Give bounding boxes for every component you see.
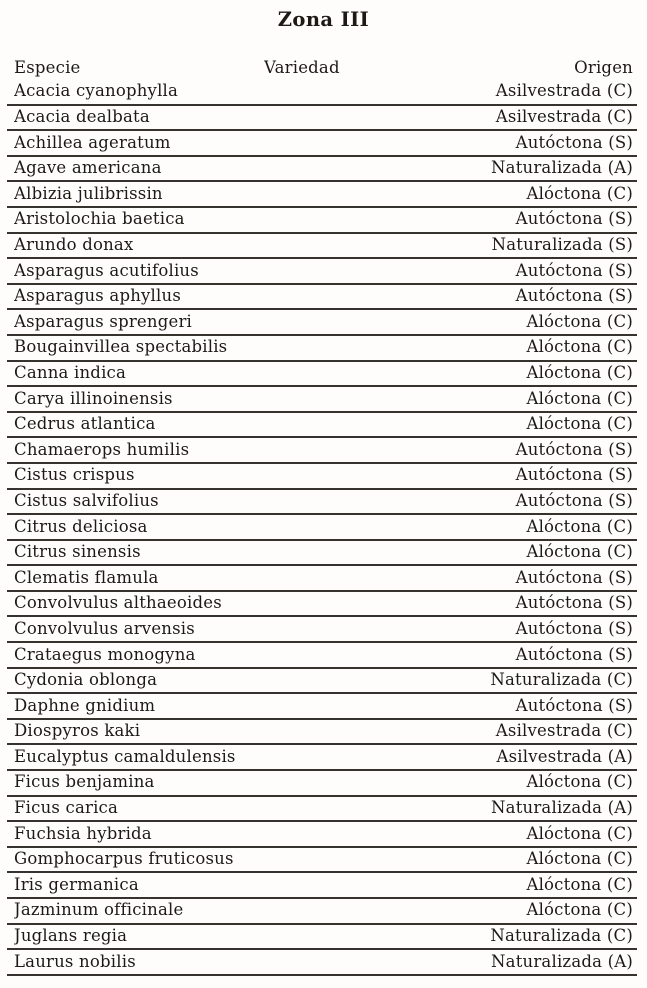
origin-cell: Alóctona (C) bbox=[526, 824, 633, 843]
origin-cell: Autóctona (S) bbox=[515, 619, 633, 638]
species-cell: Carya illinoinensis bbox=[14, 389, 173, 408]
origin-cell: Asilvestrada (C) bbox=[495, 108, 633, 127]
species-cell: Agave americana bbox=[14, 159, 162, 178]
table-row bbox=[7, 515, 637, 541]
table-row bbox=[7, 925, 637, 951]
origin-cell: Alóctona (C) bbox=[526, 901, 633, 920]
species-cell: Ficus carica bbox=[14, 799, 119, 818]
table-row bbox=[7, 899, 637, 925]
origin-cell: Autóctona (S) bbox=[515, 466, 633, 485]
table-row bbox=[7, 208, 637, 234]
species-cell: Diospyros kaki bbox=[14, 722, 141, 741]
table-row bbox=[7, 950, 637, 976]
origin-cell: Autóctona (S) bbox=[515, 287, 633, 306]
origin-cell: Naturalizada (A) bbox=[491, 159, 633, 178]
species-cell: Asparagus aphyllus bbox=[14, 287, 182, 306]
table-row bbox=[7, 848, 637, 874]
species-cell: Iris germanica bbox=[14, 875, 139, 894]
species-cell: Arundo donax bbox=[14, 236, 134, 255]
species-cell: Laurus nobilis bbox=[14, 952, 136, 971]
table-row bbox=[7, 873, 637, 899]
origin-cell: Autóctona (S) bbox=[515, 568, 633, 587]
species-cell: Crataegus monogyna bbox=[14, 645, 196, 664]
table-row bbox=[7, 387, 637, 413]
origin-cell: Alóctona (C) bbox=[526, 312, 633, 331]
table-row bbox=[7, 182, 637, 208]
origin-cell: Alóctona (C) bbox=[526, 363, 633, 382]
species-cell: Albizia julibrissin bbox=[14, 184, 163, 203]
species-cell: Acacia cyanophylla bbox=[14, 82, 179, 101]
table-row bbox=[7, 669, 637, 695]
table-row bbox=[7, 745, 637, 771]
origin-cell: Autóctona (S) bbox=[515, 696, 633, 715]
origin-cell: Naturalizada (C) bbox=[490, 927, 633, 946]
table-row bbox=[7, 259, 637, 285]
origin-cell: Autóctona (S) bbox=[515, 210, 633, 229]
table-row bbox=[7, 822, 637, 848]
origin-cell: Autóctona (S) bbox=[515, 440, 633, 459]
origin-cell: Naturalizada (C) bbox=[490, 671, 633, 690]
table-row bbox=[7, 285, 637, 311]
species-cell: Jazminum officinale bbox=[14, 901, 184, 920]
table-row bbox=[7, 541, 637, 567]
species-cell: Canna indica bbox=[14, 363, 127, 382]
origin-cell: Alóctona (C) bbox=[526, 517, 633, 536]
origin-cell: Naturalizada (A) bbox=[491, 952, 633, 971]
table-row bbox=[7, 643, 637, 669]
column-header-variedad: Variedad bbox=[264, 58, 340, 77]
species-cell: Bougainvillea spectabilis bbox=[14, 338, 228, 357]
origin-cell: Alóctona (C) bbox=[526, 773, 633, 792]
table-row bbox=[7, 566, 637, 592]
species-cell: Achillea ageratum bbox=[14, 133, 171, 152]
column-header-origen: Origen bbox=[574, 58, 633, 77]
species-cell: Juglans regia bbox=[14, 927, 128, 946]
table-row bbox=[7, 234, 637, 260]
origin-cell: Naturalizada (S) bbox=[491, 236, 633, 255]
table-row bbox=[7, 157, 637, 183]
species-cell: Citrus sinensis bbox=[14, 543, 141, 562]
species-cell: Cedrus atlantica bbox=[14, 415, 156, 434]
table-header-row bbox=[7, 54, 637, 80]
table-row bbox=[7, 694, 637, 720]
table-row bbox=[7, 310, 637, 336]
species-cell: Cydonia oblonga bbox=[14, 671, 158, 690]
table-row bbox=[7, 592, 637, 618]
table-row bbox=[7, 490, 637, 516]
origin-cell: Alóctona (C) bbox=[526, 338, 633, 357]
origin-cell: Naturalizada (A) bbox=[491, 799, 633, 818]
table-row bbox=[7, 720, 637, 746]
table-row bbox=[7, 464, 637, 490]
species-cell: Fuchsia hybrida bbox=[14, 824, 152, 843]
origin-cell: Autóctona (S) bbox=[515, 133, 633, 152]
origin-cell: Alóctona (C) bbox=[526, 543, 633, 562]
species-cell: Daphne gnidium bbox=[14, 696, 156, 715]
species-cell: Gomphocarpus fruticosus bbox=[14, 850, 234, 869]
species-cell: Eucalyptus camaldulensis bbox=[14, 747, 236, 766]
species-cell: Asparagus acutifolius bbox=[14, 261, 199, 280]
origin-cell: Asilvestrada (A) bbox=[496, 747, 633, 766]
table-body bbox=[7, 80, 637, 976]
table-row bbox=[7, 771, 637, 797]
origin-cell: Autóctona (S) bbox=[515, 645, 633, 664]
species-cell: Convolvulus althaeoides bbox=[14, 594, 222, 613]
species-table bbox=[7, 54, 637, 976]
table-row bbox=[7, 617, 637, 643]
species-cell: Convolvulus arvensis bbox=[14, 619, 195, 638]
table-row bbox=[7, 797, 637, 823]
origin-cell: Autóctona (S) bbox=[515, 491, 633, 510]
origin-cell: Alóctona (C) bbox=[526, 850, 633, 869]
table-row bbox=[7, 336, 637, 362]
table-row bbox=[7, 80, 637, 106]
table-row bbox=[7, 106, 637, 132]
origin-cell: Alóctona (C) bbox=[526, 184, 633, 203]
species-cell: Clematis flamula bbox=[14, 568, 159, 587]
origin-cell: Autóctona (S) bbox=[515, 594, 633, 613]
table-row bbox=[7, 362, 637, 388]
species-cell: Citrus deliciosa bbox=[14, 517, 148, 536]
origin-cell: Alóctona (C) bbox=[526, 389, 633, 408]
table-row bbox=[7, 131, 637, 157]
origin-cell: Asilvestrada (C) bbox=[495, 82, 633, 101]
species-cell: Acacia dealbata bbox=[14, 108, 150, 127]
species-cell: Ficus benjamina bbox=[14, 773, 155, 792]
species-cell: Cistus crispus bbox=[14, 466, 135, 485]
origin-cell: Autóctona (S) bbox=[515, 261, 633, 280]
species-cell: Cistus salvifolius bbox=[14, 491, 159, 510]
origin-cell: Alóctona (C) bbox=[526, 875, 633, 894]
table-row bbox=[7, 438, 637, 464]
table-row bbox=[7, 413, 637, 439]
species-cell: Asparagus sprengeri bbox=[14, 312, 193, 331]
page-title: Zona III bbox=[277, 8, 370, 31]
column-header-especie: Especie bbox=[14, 58, 81, 77]
species-cell: Aristolochia baetica bbox=[14, 210, 185, 229]
origin-cell: Asilvestrada (C) bbox=[495, 722, 633, 741]
species-cell: Chamaerops humilis bbox=[14, 440, 190, 459]
origin-cell: Alóctona (C) bbox=[526, 415, 633, 434]
